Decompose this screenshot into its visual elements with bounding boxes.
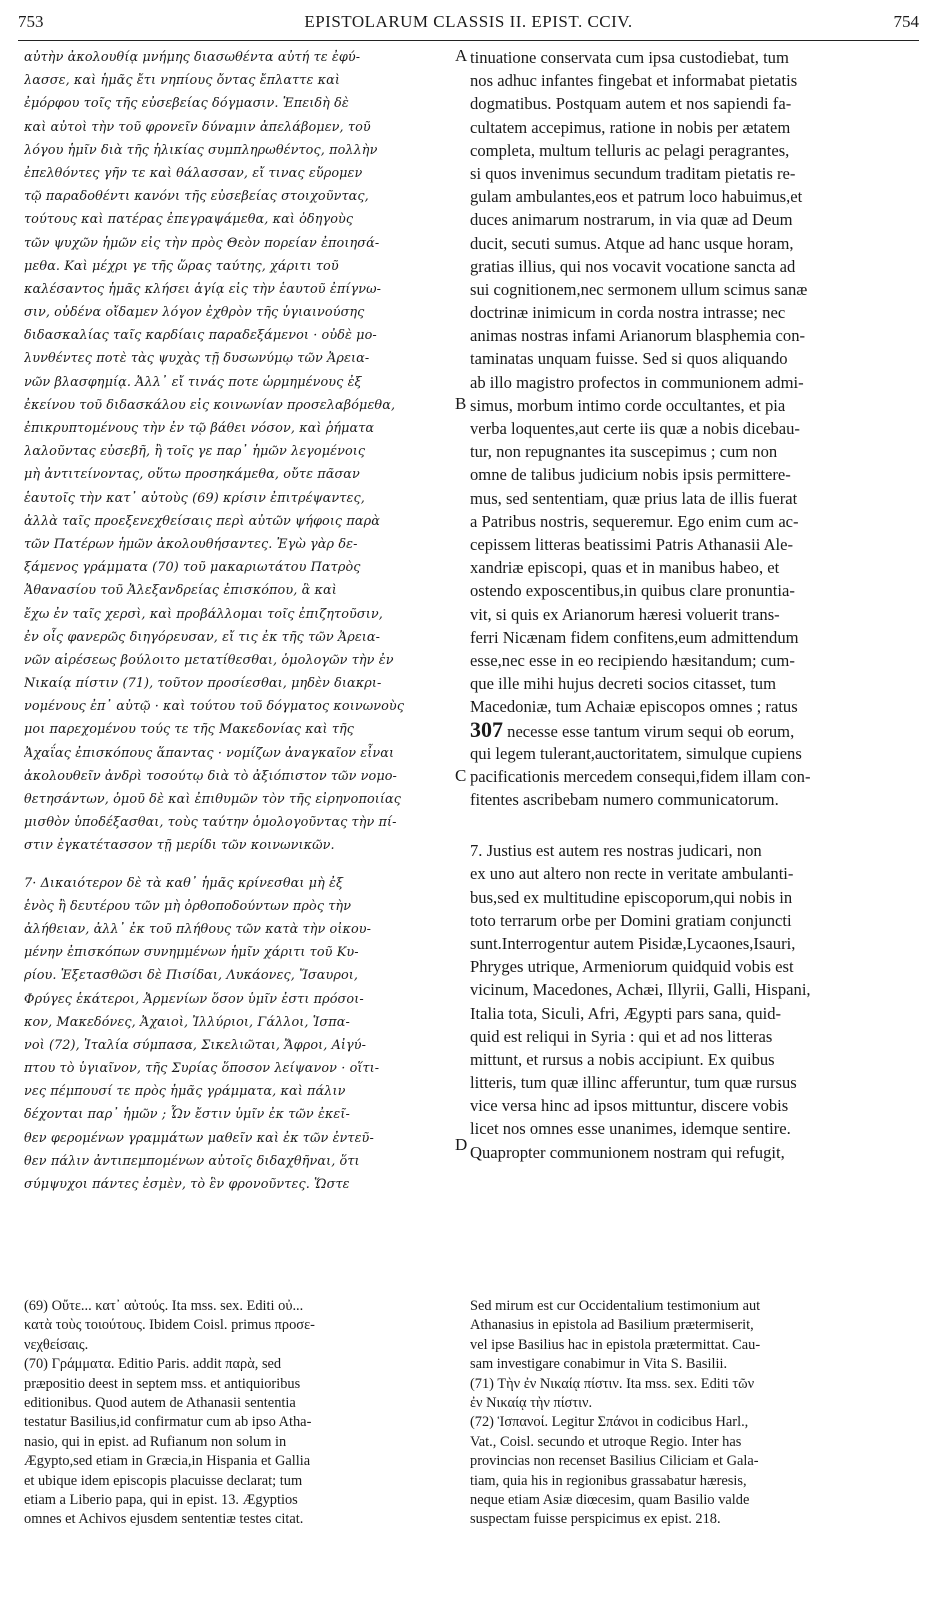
footnote-line: (72) Ἱσπανοί. Legitur Σπάνοι in codicibus Harl., — [470, 1414, 749, 1431]
greek-line: μοι παρεχομένου τούς τε τῆς Μακεδονίας καὶ τῆς — [24, 722, 355, 738]
latin-line: dogmatibus. Postquam autem et nos sapiendi fa- — [470, 94, 792, 114]
latin-line-text: necesse esse tantum virum sequi ob eorum, — [503, 722, 795, 742]
footnote-line: Sed mirum est cur Occidentalium testimonium aut — [470, 1298, 761, 1314]
footnote-line: tiam, quia his in regionibus grassabatur hæresis, — [470, 1472, 747, 1489]
greek-line: κον, Μακεδόνες, Ἀχαιοὶ, Ἰλλύριοι, Γάλλοι, Ἱσπα- — [24, 1014, 350, 1030]
footnote-line: (70) Γράμματα. Editio Paris. addit παρὰ, sed — [24, 1356, 282, 1373]
latin-line: cepissem litteras beatissimi Patris Athanasii Ale- — [470, 534, 794, 554]
greek-line: ἀκολουθεῖν ἀνδρὶ τοσούτῳ διὰ τὸ ἀξιόπιστον τῶν νομο- — [24, 768, 397, 784]
greek-line: στιν ἐγκατέτασσον τῇ μερίδι τῶν κοινωνικῶν. — [24, 838, 335, 854]
footnote-line: (69) Οὔτε... κατ᾽ αὐτούς. Ita mss. sex. Editi οὐ... — [24, 1298, 304, 1314]
latin-line: quid est reliqui in Syria : qui et ad nos litteras — [470, 1026, 773, 1046]
footnote-line: Athanasius in epistola ad Basilium prætermiserit, — [470, 1317, 754, 1334]
footnote-line: νεχθείσαις. — [24, 1336, 89, 1353]
latin-line: tinuatione conservata cum ipsa custodiebat, tum — [470, 48, 789, 67]
latin-line: mus, sed sententiam, quæ prius lata de illis fuerat — [470, 488, 798, 508]
greek-line: μεθα. Καὶ μέχρι γε τῆς ὥρας ταύτης, χάριτι τοῦ — [24, 258, 339, 274]
greek-line: νῶν αἱρέσεως βούλοιτο μετατίθεσθαι, ὁμολογῶν τὴν ἐν — [24, 652, 394, 668]
greek-text-part2 — [24, 872, 452, 1197]
greek-line: δέχονται παρ᾽ ἡμῶν ; Ὧν ἔστιν ὑμῖν ἐκ τῶν ἐκεῖ- — [24, 1107, 350, 1123]
latin-line: ferri Nicænam fidem confitens,eum admittendum — [470, 627, 799, 647]
footnote-line: etiam a Liberio papa, qui in epist. 13. Ægyptios — [24, 1491, 298, 1508]
greek-line: ἑνὸς ἢ δευτέρου τῶν μὴ ὀρθοποδούντων πρὸς τὴν — [24, 898, 352, 914]
latin-line: 7. Justius est autem res nostras judicari, non — [470, 841, 762, 861]
latin-line: qui legem tulerant,auctoritatem, simulque cupiens — [470, 743, 802, 763]
greek-line: μισθὸν ὑποδέξασθαι, τοὺς ταύτην ὁμολογοῦντας τὴν πί- — [24, 815, 397, 831]
greek-line: Ἀθανασίου τοῦ Ἀλεξανδρείας ἐπισκόπου, ἃ καὶ — [24, 583, 337, 599]
greek-line: λόγου ἡμῖν διὰ τῆς ἡλικίας συμπληρωθέντος, πολλὴν — [24, 142, 378, 158]
latin-line: que ille mihi hujus decreti socios citasset, tum — [470, 674, 777, 694]
greek-line: Φρύγες ἑκάτεροι, Ἀρμενίων ὅσον ὑμῖν ἐστι πρόσοι- — [24, 991, 364, 1007]
greek-line: σύμψυχοι πάντες ἐσμὲν, τὸ ἓν φρονοῦντες. Ὥστε — [24, 1177, 350, 1192]
latin-line: Macedoniæ, tum Achaiæ episcopos omnes ; ratus — [470, 697, 798, 717]
latin-line: doctrinæ inimicum in corda nostra intrasse; nec — [470, 303, 786, 323]
page-number-left: 753 — [18, 12, 44, 31]
footnote-line: testatur Basilius,id confirmatur cum ab ipso Atha- — [24, 1414, 312, 1431]
greek-line: λασσε, καὶ ἡμᾶς ἔτι νηπίους ὄντας ἔπλαττε καὶ — [24, 73, 340, 89]
greek-line: ἐμόρφου τοῖς τῆς εὐσεβείας δόγμασιν. Ἐπειδὴ δὲ — [24, 96, 349, 112]
latin-line: sunt.Interrogentur autem Pisidæ,Lycaones,Isauri, — [470, 933, 796, 953]
footnote-line: vel ipse Basilius hac in epistola prætermittat. Cau- — [470, 1336, 761, 1353]
greek-line: ἀλλὰ ταῖς προεξενεχθείσαις περὶ αὐτῶν ψήφοις παρὰ — [24, 513, 380, 529]
latin-line: Italia tota, Siculi, Afri, Ægypti pars sana, quid- — [470, 1003, 782, 1023]
footnote-line: editionibus. Quod autem de Athanasii sententia — [24, 1394, 296, 1411]
latin-column — [470, 46, 915, 1164]
latin-line: toto terrarum orbe per Domini gratiam conjuncti — [470, 910, 792, 930]
greek-line: μένην ἐπισκόπων συνημμένων ἡμῖν χάριτι τοῦ Κυ- — [24, 945, 359, 961]
greek-line: ἔχω ἐν ταῖς χερσὶ, καὶ προβάλλομαι τοῖς ἐπιζητοῦσιν, — [24, 606, 383, 622]
greek-column — [24, 46, 452, 1196]
greek-line: τῶν ψυχῶν ἡμῶν εἰς τὴν πρὸς Θεὸν πορείαν ἐποιησά- — [24, 235, 380, 251]
greek-line: λαλοῦντας εὐσεβῆ, ἢ τοῖς γε παρ᾽ ἡμῶν λεγομένοις — [24, 444, 366, 460]
footnote-line: ἐν Νικαίᾳ τὴν πίστιν. — [470, 1394, 593, 1411]
latin-line: ab illo magistro profectos in communionem admi- — [470, 372, 804, 392]
greek-line: τῶν Πατέρων ἡμῶν ἀκολουθήσαντες. Ἐγὼ γὰρ δε- — [24, 536, 358, 552]
greek-line: αὐτὴν ἀκολουθίᾳ μνήμης διασωθέντα αὐτή τε ἐφύ- — [24, 50, 361, 65]
greek-line: ξάμενος γράμματα (70) τοῦ μακαριωτάτου Πατρὸς — [24, 560, 361, 576]
footnotes-left — [24, 1297, 452, 1530]
margin-letter-c: C — [455, 766, 467, 785]
latin-text-part1 — [470, 46, 915, 811]
latin-line: gulam ambulantes,eos et patrum loco habuimus,et — [470, 187, 803, 207]
margin-letter-d: D — [455, 1135, 468, 1154]
footnote-line: suspectam fuisse perspicimus ex epist. 218. — [470, 1511, 721, 1528]
latin-line: vicinum, Macedones, Achæi, Illyrii, Galli, Hispani, — [470, 980, 811, 1000]
latin-line: gratias illius, qui nos vocavit vocatione sancta ad — [470, 256, 796, 276]
latin-line: duces animarum nostrarum, in via quæ ad Deum — [470, 210, 793, 230]
greek-line: θεν φερομένων γραμμάτων μαθεῖν καὶ ἐκ τῶν ἐντεῦ- — [24, 1130, 374, 1146]
greek-line: τούτους καὶ πατέρας ἐπεγραψάμεθα, καὶ ὁδηγοὺς — [24, 212, 354, 228]
latin-line: tur, non repugnantes ita suscepimus ; cum non — [470, 442, 778, 462]
footnote-line: et ubique idem episcopis placuisse declarat; tum — [24, 1472, 303, 1489]
latin-line: a Patribus nostris, sequeremur. Ego enim cum ac- — [470, 511, 799, 531]
latin-line: Quapropter communionem nostram qui refugit, — [470, 1142, 785, 1162]
running-title: EPISTOLARUM CLASSIS II. EPIST. CCIV. — [304, 12, 633, 31]
latin-line: Phryges utrique, Armeniorum quidquid vobis est — [470, 957, 794, 977]
footnote-line: nasio, qui in epist. ad Rufianum non solum in — [24, 1433, 287, 1450]
greek-line: τῷ παραδοθέντι κανόνι τῆς εὐσεβείας στοιχοῦντας, — [24, 189, 369, 205]
greek-line: θετησάντων, ὁμοῦ δὲ καὶ ἐπιθυμῶν τὸν τῆς εἰρηνοποιίας — [24, 792, 402, 807]
footnote-line: sam investigare conabimur in Vita S. Basilii. — [470, 1356, 728, 1373]
column-number: 307 — [470, 718, 503, 742]
greek-line: Ἀχαΐας ἐπισκόπους ἅπαντας · νομίζων ἀναγκαῖον εἶναι — [24, 745, 395, 761]
greek-line: καλέσαντος ἡμᾶς κλήσει ἁγίᾳ εἰς τὴν ἑαυτοῦ ἐπίγνω- — [24, 281, 382, 297]
latin-line: vit, si quis ex Arianorum hæresi voluerit trans- — [470, 604, 780, 624]
latin-line: fitentes ascribebam numero communicatorum. — [470, 790, 779, 809]
greek-line: νοὶ (72), Ἰταλία σύμπασα, Σικελιῶται, Ἄφροι, Αἰγύ- — [24, 1037, 367, 1053]
greek-line: πτου τὸ ὑγιαῖνον, τῆς Συρίας ὅποσον λείψανον · οἵτι- — [24, 1061, 380, 1077]
greek-line: μὴ ἀντιτείνοντας, οὕτω προσηκάμεθα, οὔτε πᾶσαν — [24, 467, 360, 483]
greek-line: ἐπελθόντες γῆν τε καὶ θάλασσαν, εἴ τινας εὕρομεν — [24, 165, 363, 181]
header-rule — [18, 40, 919, 41]
latin-line: ex uno aut altero non recte in veritate ambulanti- — [470, 864, 794, 884]
greek-line: ἑαυτοῖς τὴν κατ᾽ αὐτοὺς (69) κρίσιν ἐπιτρέψαντες, — [24, 490, 365, 506]
latin-line: ducit, secuti sumus. Atque ad hanc usque horam, — [470, 233, 794, 253]
latin-line: animas nostras infami Arianorum blasphemia con- — [470, 326, 806, 346]
margin-letter-b: B — [455, 394, 467, 413]
margin-letter-a: A — [455, 46, 468, 65]
latin-text-part2 — [470, 839, 915, 1164]
latin-line: xandriæ episcopi, quas et in manibus habeo, et — [470, 558, 780, 578]
footnote-line: præpositio deest in septem mss. et antiquioribus — [24, 1375, 301, 1392]
latin-line: mittunt, et rursus a nobis accipiunt. Ex quibus — [470, 1049, 775, 1069]
footnote-line: (71) Τὴν ἐν Νικαίᾳ πίστιν. Ita mss. sex. Editi τῶν — [470, 1375, 755, 1392]
latin-line: nos adhuc infantes fingebat et informabat pietatis — [470, 71, 798, 91]
latin-line: litteris, tum quæ illinc afferuntur, tum quæ rursus — [470, 1073, 797, 1093]
latin-line: vice versa hinc ad ipsos mittuntur, discere vobis — [470, 1096, 789, 1116]
greek-line: θεν πάλιν ἀντιπεμπομένων αὐτοῖς διδαχθῆναι, ὅτι — [24, 1153, 360, 1169]
running-header — [18, 12, 919, 38]
greek-line: διδασκαλίας ταῖς καρδίαις παραδεξάμενοι · οὐδὲ μο- — [24, 328, 377, 344]
greek-line: Νικαίᾳ πίστιν (71), τοῦτον προσίεσθαι, μηδὲν διακρι- — [24, 676, 382, 692]
greek-line: ἀλήθειαν, ἀλλ᾽ ἐκ τοῦ πλήθους τῶν κατὰ τὴν οἰκου- — [24, 921, 372, 937]
greek-line: σιν, οὐδένα οἴδαμεν λόγον ἐχθρὸν τῆς ὑγιαινούσης — [24, 305, 365, 321]
latin-line: bus,sed ex multitudine episcoporum,qui nobis in — [470, 887, 793, 907]
footnote-line: Ægypto,sed etiam in Græcia,in Hispania et Gallia — [24, 1453, 311, 1470]
latin-line: omne de talibus judicium nobis ipsis permittere- — [470, 465, 791, 485]
latin-line: ostendo exposcentibus,in quibus clare pronuntia- — [470, 581, 795, 601]
greek-line: λυνθέντες ποτὲ τὰς ψυχὰς τῇ δυσωνύμῳ τῶν Ἀρεια- — [24, 351, 370, 367]
footnote-line: κατὰ τοὺς τοιούτους. Ibidem Coisl. primus προσε- — [24, 1317, 315, 1334]
latin-line: cultatem accepimus, ratione in nobis per ætatem — [470, 117, 791, 137]
latin-line — [470, 718, 915, 741]
latin-line: sui cognitionem,nec sermonem ullum scimus sanæ — [470, 279, 808, 299]
greek-text-part1 — [24, 46, 452, 858]
greek-line: ρίου. Ἐξετασθῶσι δὲ Πισίδαι, Λυκάονες, Ἴσαυροι, — [24, 968, 359, 984]
footnotes-right — [470, 1297, 915, 1530]
footnote-line: Vat., Coisl. secundo et utroque Regio. Inter has — [470, 1433, 742, 1450]
footnote-line: provincias non recenset Basilius Ciliciam et Gala- — [470, 1453, 759, 1470]
latin-line: simus, morbum intimo corde occultantes, et pia — [470, 395, 786, 415]
footnote-line: neque etiam Asiæ diœcesim, quam Basilio valde — [470, 1491, 750, 1508]
greek-line: καὶ αὐτοὶ τὴν τοῦ φρονεῖν δύναμιν ἀπελάβομεν, τοῦ — [24, 119, 371, 135]
greek-line: νῶν βλασφημίᾳ. Ἀλλ᾽ εἴ τινάς ποτε ὡρμημένους ἐξ — [24, 374, 362, 390]
greek-line: ἐν οἷς φανερῶς διηγόρευσαν, εἴ τις ἐκ τῆς τῶν Ἀρεια- — [24, 629, 381, 645]
greek-line: νες πέμπουσί τε πρὸς ἡμᾶς γράμματα, καὶ πάλιν — [24, 1084, 346, 1100]
greek-line: 7· Δικαιότερον δὲ τὰ καθ᾽ ἡμᾶς κρίνεσθαι μὴ ἐξ — [24, 875, 344, 891]
greek-line: ἐκείνου τοῦ διδασκάλου εἰς κοινωνίαν προσελαβόμεθα, — [24, 397, 396, 413]
footnote-line: omnes et Achivos ejusdem sententiæ testes citat. — [24, 1511, 304, 1528]
latin-line: si quos invenimus secundum traditam pietatis re- — [470, 163, 796, 183]
greek-line: νομένους ἐπ᾽ αὐτῷ · καὶ τούτου τοῦ δόγματος κοινωνοὺς — [24, 699, 405, 715]
latin-line: pacificationis mercedem consequi,fidem illam con- — [470, 766, 811, 786]
page-number-right: 754 — [893, 12, 919, 31]
latin-line: completa, multum telluris ac pelagi peragrantes, — [470, 140, 790, 160]
greek-line: ἐπικρυπτομένους τὴν ἐν τῷ βάθει νόσον, καὶ ῥήματα — [24, 421, 375, 436]
latin-line: esse,nec esse in eo recipiendo hæsitandum; cum- — [470, 650, 795, 670]
latin-line: licet nos omnes esse unanimes, idemque sentire. — [470, 1119, 791, 1139]
latin-line: taminatas unquam fuisse. Sed si quos aliquando — [470, 349, 788, 369]
latin-line: verba loquentes,aut certe iis quæ a nobis dicebau- — [470, 419, 800, 438]
